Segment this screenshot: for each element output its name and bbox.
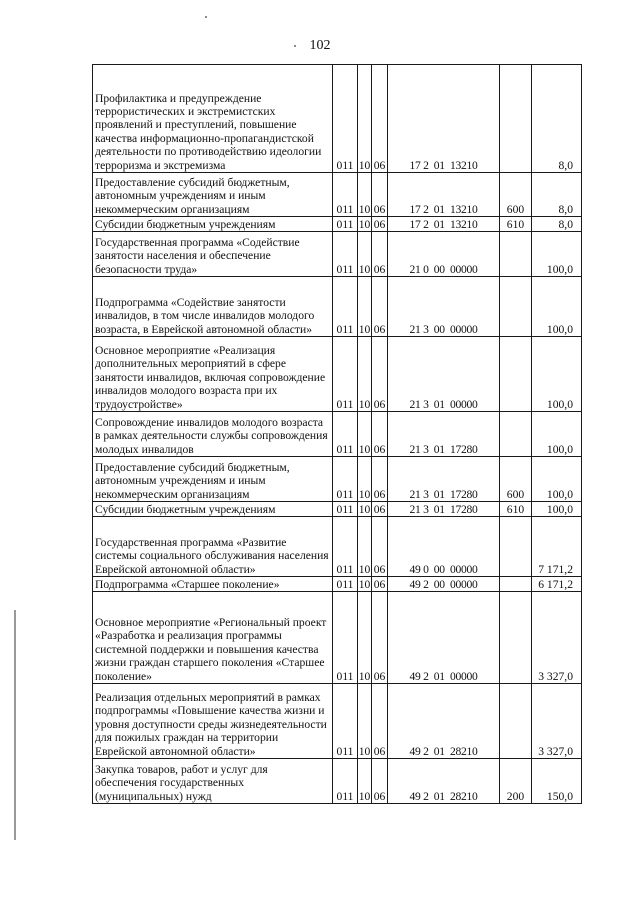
- row-gr-cell: 011: [333, 65, 358, 173]
- row-name-cell: Предоставление субсидий бюджетным, автономным учреждениям и иным некоммерческим организациям: [93, 457, 333, 502]
- row-csr-cell: 17 2 01 13210: [388, 65, 500, 173]
- table-row: [93, 577, 582, 592]
- table-row: [93, 65, 582, 173]
- table-row: [93, 517, 582, 577]
- row-vr-cell: [500, 65, 532, 173]
- row-vr-cell: [500, 277, 532, 337]
- row-pr-cell: 06: [372, 337, 388, 412]
- row-rz-cell: 10: [358, 684, 372, 759]
- row-sum-cell: 8,0: [532, 217, 582, 232]
- table-row: [93, 232, 582, 277]
- table-row: [93, 592, 582, 684]
- row-pr-cell: 06: [372, 65, 388, 173]
- scan-margin-line: [14, 610, 16, 840]
- row-sum-cell: 100,0: [532, 277, 582, 337]
- row-vr-cell: [500, 232, 532, 277]
- row-pr-cell: 06: [372, 517, 388, 577]
- row-gr-cell: 011: [333, 337, 358, 412]
- row-sum-cell: 100,0: [532, 337, 582, 412]
- row-sum-cell: 3 327,0: [532, 684, 582, 759]
- row-gr-cell: 011: [333, 592, 358, 684]
- row-pr-cell: 06: [372, 502, 388, 517]
- row-csr-cell: 21 3 01 17280: [388, 502, 500, 517]
- row-csr-cell: 49 2 01 28210: [388, 759, 500, 804]
- row-pr-cell: 06: [372, 232, 388, 277]
- row-rz-cell: 10: [358, 457, 372, 502]
- row-csr-cell: 49 0 00 00000: [388, 517, 500, 577]
- row-csr-cell: 17 2 01 13210: [388, 173, 500, 217]
- row-name-cell: Сопровождение инвалидов молодого возраста в рамках деятельности службы сопровождения молодых инвалидов: [93, 412, 333, 457]
- row-rz-cell: 10: [358, 337, 372, 412]
- row-vr-cell: 600: [500, 457, 532, 502]
- row-name-cell: Государственная программа «Развитие системы социального обслуживания населения Еврейской автономной области»: [93, 517, 333, 577]
- row-sum-cell: 8,0: [532, 65, 582, 173]
- row-vr-cell: [500, 577, 532, 592]
- row-sum-cell: 3 327,0: [532, 592, 582, 684]
- row-rz-cell: 10: [358, 232, 372, 277]
- row-name-cell: Основное мероприятие «Региональный проект «Разработка и реализация программы системной поддержки и повышения качества жизни граждан старшего поколения «Старшее поколение»: [93, 592, 333, 684]
- row-gr-cell: 011: [333, 173, 358, 217]
- row-name-cell: Закупка товаров, работ и услуг для обеспечения государственных (муниципальных) нужд: [93, 759, 333, 804]
- row-pr-cell: 06: [372, 592, 388, 684]
- row-rz-cell: 10: [358, 65, 372, 173]
- row-vr-cell: [500, 337, 532, 412]
- table-row: [93, 277, 582, 337]
- table-row: [93, 684, 582, 759]
- row-gr-cell: 011: [333, 759, 358, 804]
- table-row: [93, 217, 582, 232]
- row-rz-cell: 10: [358, 173, 372, 217]
- row-rz-cell: 10: [358, 592, 372, 684]
- row-csr-cell: 21 3 01 17280: [388, 457, 500, 502]
- row-vr-cell: [500, 684, 532, 759]
- row-pr-cell: 06: [372, 577, 388, 592]
- row-gr-cell: 011: [333, 684, 358, 759]
- row-sum-cell: 100,0: [532, 502, 582, 517]
- table-row: [93, 337, 582, 412]
- row-csr-cell: 49 2 01 28210: [388, 684, 500, 759]
- row-rz-cell: 10: [358, 217, 371, 231]
- row-pr-cell: 06: [372, 412, 388, 457]
- row-csr-cell: 21 3 01 00000: [388, 337, 500, 412]
- row-vr-cell: 600: [500, 173, 532, 217]
- row-sum-cell: 8,0: [532, 173, 582, 217]
- row-name-cell: Субсидии бюджетным учреждениям: [93, 217, 333, 232]
- row-rz-cell: 10: [358, 502, 371, 516]
- page-number: 102: [309, 38, 331, 53]
- row-sum-cell: 100,0: [532, 457, 582, 502]
- table-row: [93, 412, 582, 457]
- row-gr-cell: 011: [333, 232, 358, 277]
- budget-table: [92, 64, 582, 804]
- row-rz-cell: 10: [358, 577, 371, 591]
- row-name-cell: Государственная программа «Содействие занятости населения и обеспечение безопасности труда»: [93, 232, 333, 277]
- row-gr-cell: 011: [333, 517, 358, 577]
- row-name-cell: Подпрограмма «Содействие занятости инвалидов, в том числе инвалидов молодого возраста, в Еврейской автономной области»: [93, 277, 333, 337]
- row-csr-cell: 49 2 01 00000: [388, 592, 500, 684]
- row-pr-cell: 06: [372, 684, 388, 759]
- row-vr-cell: 610: [500, 217, 532, 232]
- scan-speck: [294, 45, 296, 47]
- row-gr-cell: 011: [333, 457, 358, 502]
- row-vr-cell: [500, 412, 532, 457]
- table-row: [93, 457, 582, 502]
- row-name-cell: Субсидии бюджетным учреждениям: [93, 502, 333, 517]
- row-rz-cell: 10: [358, 759, 372, 804]
- row-pr-cell: 06: [372, 217, 388, 232]
- row-gr-cell: 011: [333, 412, 358, 457]
- table-row: [93, 173, 582, 217]
- row-name-cell: Профилактика и предупреждение террористических и экстремистских проявлений и преступлений, повышение качества информационно-пропагандистской деятельности по противодействию идеологии терроризма и экстремизма: [93, 65, 333, 173]
- row-sum-cell: 6 171,2: [532, 577, 582, 592]
- row-sum-cell: 100,0: [532, 232, 582, 277]
- row-name-cell: Предоставление субсидий бюджетным, автономным учреждениям и иным некоммерческим организациям: [93, 173, 333, 217]
- row-pr-cell: 06: [372, 277, 388, 337]
- row-csr-cell: 21 3 01 17280: [388, 412, 500, 457]
- row-csr-cell: 21 3 00 00000: [388, 277, 500, 337]
- row-csr-cell: 21 0 00 00000: [388, 232, 500, 277]
- row-name-cell: Основное мероприятие «Реализация дополнительных мероприятий в сфере занятости инвалидов, включая сопровождение инвалидов молодого возраста при их трудоустройстве»: [93, 337, 333, 412]
- scan-speck: [205, 16, 207, 18]
- row-rz-cell: 10: [358, 277, 372, 337]
- row-gr-cell: 011: [333, 277, 358, 337]
- row-pr-cell: 06: [372, 457, 388, 502]
- row-name-cell: Реализация отдельных мероприятий в рамках подпрограммы «Повышение качества жизни и уровня доступности среды жизнедеятельности для пожилых граждан на территории Еврейской автономной области»: [93, 684, 333, 759]
- row-vr-cell: 610: [500, 502, 532, 517]
- row-sum-cell: 100,0: [532, 412, 582, 457]
- row-csr-cell: 49 2 00 00000: [388, 577, 500, 592]
- row-pr-cell: 06: [372, 173, 388, 217]
- row-sum-cell: 7 171,2: [532, 517, 582, 577]
- row-name-cell: Подпрограмма «Старшее поколение»: [93, 577, 333, 592]
- row-pr-cell: 06: [372, 759, 388, 804]
- row-vr-cell: [500, 517, 532, 577]
- row-csr-cell: 17 2 01 13210: [388, 217, 500, 232]
- table-row: [93, 502, 582, 517]
- row-sum-cell: 150,0: [532, 759, 582, 804]
- row-gr-cell: 011: [333, 502, 358, 517]
- row-vr-cell: 200: [500, 759, 532, 804]
- row-rz-cell: 10: [358, 412, 372, 457]
- row-gr-cell: 011: [333, 217, 358, 232]
- row-gr-cell: 011: [333, 577, 358, 592]
- row-rz-cell: 10: [358, 517, 372, 577]
- table-row: [93, 759, 582, 804]
- row-vr-cell: [500, 592, 532, 684]
